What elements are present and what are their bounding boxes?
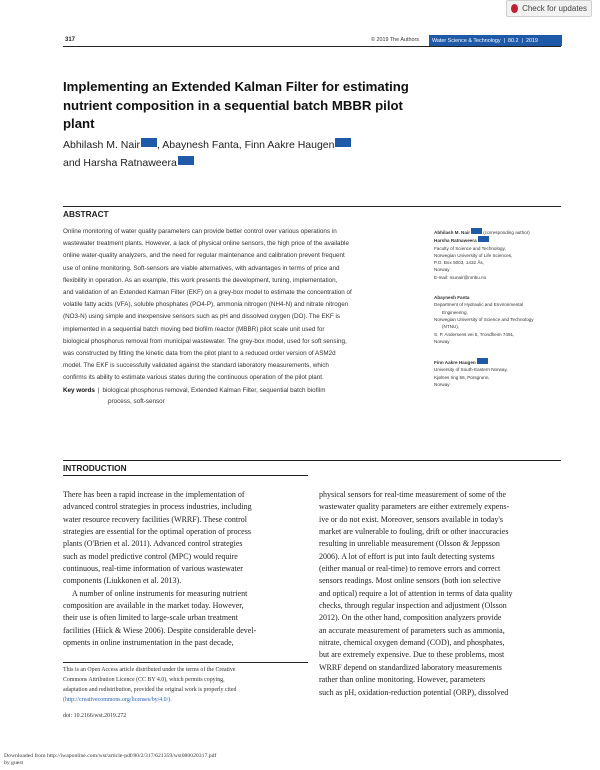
affiliation-line: Norwegian University of Life Sciences,: [434, 252, 513, 258]
author-nair: Abhilash M. Nair: [63, 139, 141, 151]
intro-line: plants (O'Brien et al. 2011). Advanced control strategies: [63, 539, 243, 549]
intro-line: checks, through regular inspection and adjustment (Olsson: [319, 601, 507, 611]
abstract-line: implemented in a sequential batch moving bed biofilm reactor (MBBR) pilot scale unit used for: [63, 325, 325, 333]
intro-line: opments in online instrumentation in the past decade,: [63, 638, 234, 648]
license-note: [63, 666, 307, 706]
license-line: This is an Open Access article distributed under the terms of the Creative: [63, 667, 236, 673]
affiliation-line: E-mail: munair@nmbu.no: [434, 274, 487, 280]
title-line-2: nutrient composition in a sequential batch MBBR pilot: [63, 97, 403, 113]
author-ratnaweera: and Harsha Ratnaweera: [63, 157, 177, 169]
iwa-logo-icon: [477, 358, 488, 364]
abstract-line: (NO3-N) using simple and inexpensive sensors such as pH and dissolved oxygen (DO). The EKF is: [63, 313, 341, 321]
affiliation-3: [434, 358, 561, 388]
affiliation-line: Norway: [434, 338, 450, 344]
affiliation-line: S. P. Andersens vei 5, Trondheim 7491,: [434, 331, 515, 337]
abstract-line: wastewater treatment plants. However, a lack of physical online sensors, the high price of the available: [63, 240, 349, 248]
affiliation-note: (corresponding author): [482, 230, 530, 235]
abstract-line: and validation of an Extended Kalman Filter (EKF) on a grey-box model to estimate the concentration of: [63, 289, 352, 297]
affiliation-1: [434, 228, 561, 281]
keywords-line-2: process, soft-sensor: [108, 398, 165, 405]
intro-right-column: [319, 489, 563, 699]
intro-line: but are extremely expensive. Due to these problems, most: [319, 650, 505, 660]
intro-line: their use is often limited to large-scale urban treatment: [63, 613, 238, 623]
intro-line: strategies are essential for the optimal operation of process: [63, 527, 251, 537]
affiliation-name: Finn Aakre Haugen: [434, 360, 476, 366]
affiliation-name: Abhilash M. Nair: [434, 230, 470, 235]
paper-title: [63, 78, 493, 134]
intro-line: sensors readings. Most online sensors (both ion selective: [319, 576, 501, 586]
intro-line: There has been a rapid increase in the implementation of: [63, 490, 245, 499]
keywords-line-1: biological phosphorus removal, Extended Kalman Filter, sequential batch biofilm: [102, 387, 326, 394]
abstract-line: use of online monitoring. Soft-sensors are viable alternatives, with advantages in terms of price and: [63, 264, 340, 272]
affiliation-line: Engineering,: [442, 309, 468, 315]
header-rule: [63, 46, 561, 47]
abstract-line: biological phosphorus removal from municipal wastewater. The grey-box model, used for soft sensing,: [63, 337, 347, 345]
affiliation-2: [434, 294, 561, 345]
intro-line: A number of online instruments for measuring nutrient: [72, 588, 248, 598]
abstract-line: online water-quality analyzers, and the need for regular maintenance and calibration prevent frequent: [63, 252, 345, 260]
intro-line: facilities (Hiick & Wiese 2006). Despite considerable devel-: [63, 625, 257, 635]
intro-heading-rule: [63, 475, 308, 476]
affiliation-line: Norway: [434, 382, 450, 388]
iwa-logo-icon: [478, 236, 489, 242]
author-list: [63, 136, 351, 172]
affiliation-line: P.O. Box 5003, 1432 Ås,: [434, 260, 484, 266]
download-url[interactable]: Downloaded from http://iwaponline.com/wst/article-pdf/80/2/317/621359/wst080020317.pdf: [4, 753, 217, 759]
abstract-line: was constructed by fitting the kinetic data from the pilot plant to a reduced order version of ASM2d: [63, 350, 336, 358]
intro-line: 2012). On the other hand, composition analyzers provide: [319, 613, 502, 623]
affiliation-line: University of South-Eastern Norway,: [434, 367, 508, 373]
intro-line: composition are available in the market today. However,: [63, 601, 244, 611]
intro-line: wastewater quality parameters are either extremely expens-: [319, 502, 510, 512]
title-line-1: Implementing an Extended Kalman Filter for estimating: [63, 79, 409, 94]
iwa-logo-icon: [471, 228, 482, 234]
abstract-line: volatile fatty acids (VFA), soluble phosphates (PO4-P), ammonia nitrogen (NH4-N) and nitrate nitrogen: [63, 301, 349, 309]
author-fanta-haugen: , Abaynesh Fanta, Finn Aakre Haugen: [157, 139, 335, 151]
intro-top-rule: [63, 460, 561, 461]
introduction-heading: INTRODUCTION: [63, 463, 127, 473]
abstract-line: confirms its ability to estimate various states during the continuous operation of the pilot plant.: [63, 374, 324, 382]
intro-line: nitrate, chemical oxygen demand (COD), and phosphates,: [319, 638, 505, 648]
copyright: © 2019 The Authors: [371, 37, 419, 43]
page-number: 317: [65, 37, 76, 43]
affiliation-line: Faculty of Science and Technology,: [434, 245, 506, 251]
title-line-3: plant: [63, 116, 95, 131]
intro-line: such as pH, oxidation-reduction potential (ORP), dissolved: [319, 687, 509, 697]
abstract-top-rule: [63, 206, 561, 207]
journal-bar: Water Science & Technology | 80.2 | 2019: [429, 35, 562, 46]
journal-year: 2019: [525, 37, 538, 44]
intro-line: continuous, real-time information of various wastewater: [63, 564, 243, 574]
license-line: adaptation and redistribution, provided the original work is properly cited: [63, 686, 237, 693]
affiliation-line: Department of Hydraulic and Environmental: [434, 302, 524, 308]
intro-line: ive or do not exist. Moreover, sensors available in today's: [319, 514, 503, 524]
intro-line: resulting in unreliable measurement (Olsson & Jeppsson: [319, 539, 500, 549]
affiliation-name: Abaynesh Fanta: [434, 295, 470, 301]
affiliation-line: Kjølnes ring 56, Porsgrunn,: [434, 374, 490, 380]
intro-line: such as model predictive control (MPC) would require: [63, 551, 238, 561]
intro-left-column: [63, 489, 307, 649]
intro-line: water resource recovery facilities (WRRF). These control: [63, 514, 247, 524]
affiliation-line: Norway: [434, 267, 450, 273]
download-footer: [4, 753, 216, 767]
crossmark-icon: [511, 4, 518, 13]
affiliation-line: Norwegian University of Science and Technology: [434, 316, 534, 322]
download-guest: by guest: [4, 760, 24, 766]
keywords-block: Key words | biological phosphorus removal, Extended Kalman Filter, sequential batch biofilm process, soft-sensor: [63, 387, 326, 405]
license-rule: [63, 662, 308, 663]
journal-volume: 80.2: [508, 37, 519, 44]
intro-line: WRRF depend on standardized laboratory measurements: [319, 662, 502, 672]
license-line: Commons Attribution Licence (CC BY 4.0), which permits copying,: [63, 676, 225, 683]
intro-line: market are vulnerable to fouling, drift or other inaccuracies: [319, 527, 509, 537]
license-link[interactable]: (http://creativecommons.org/licenses/by/4.0/).: [63, 696, 172, 703]
keywords-label: Key words: [63, 387, 95, 394]
affiliation-line: (NTNU),: [442, 324, 460, 330]
iwa-logo-icon: [178, 156, 194, 165]
intro-line: rather than online monitoring. However, parameters: [319, 675, 486, 685]
intro-line: components (Liukkonen et al. 2013).: [63, 576, 182, 586]
journal-name: Water Science & Technology: [432, 37, 501, 44]
iwa-logo-icon: [335, 138, 351, 147]
intro-line: and optical) require a lot of attention in terms of data quality: [319, 588, 513, 598]
check-for-updates-label: Check for updates: [522, 4, 587, 13]
iwa-logo-icon: [141, 138, 157, 147]
intro-line: (either manual or real-time) to remove errors and correct: [319, 564, 501, 574]
abstract-line: model. The EKF is successfully validated against the standard laboratory measurements, which: [63, 362, 329, 370]
abstract-line: Online monitoring of water quality parameters can provide better control over various operations in: [63, 228, 337, 235]
intro-line: 2006). A lot of effort is put into fault detecting systems: [319, 551, 495, 561]
check-for-updates-badge[interactable]: [506, 0, 592, 17]
abstract-line: flexibility in operation. As an example, this work presents the development, tuning, implementation,: [63, 276, 338, 284]
abstract-body: [63, 226, 426, 385]
doi[interactable]: doi: 10.2166/wst.2019.272: [63, 713, 127, 719]
abstract-heading: ABSTRACT: [63, 209, 109, 219]
affiliation-name: Harsha Ratnaweera: [434, 238, 477, 244]
affiliations: [434, 228, 561, 388]
intro-line: advanced control strategies in process industries, including: [63, 502, 252, 512]
intro-line: physical sensors for real-time measurement of some of the: [319, 490, 507, 499]
intro-line: an accurate measurement of parameters such as ammonia,: [319, 625, 505, 635]
